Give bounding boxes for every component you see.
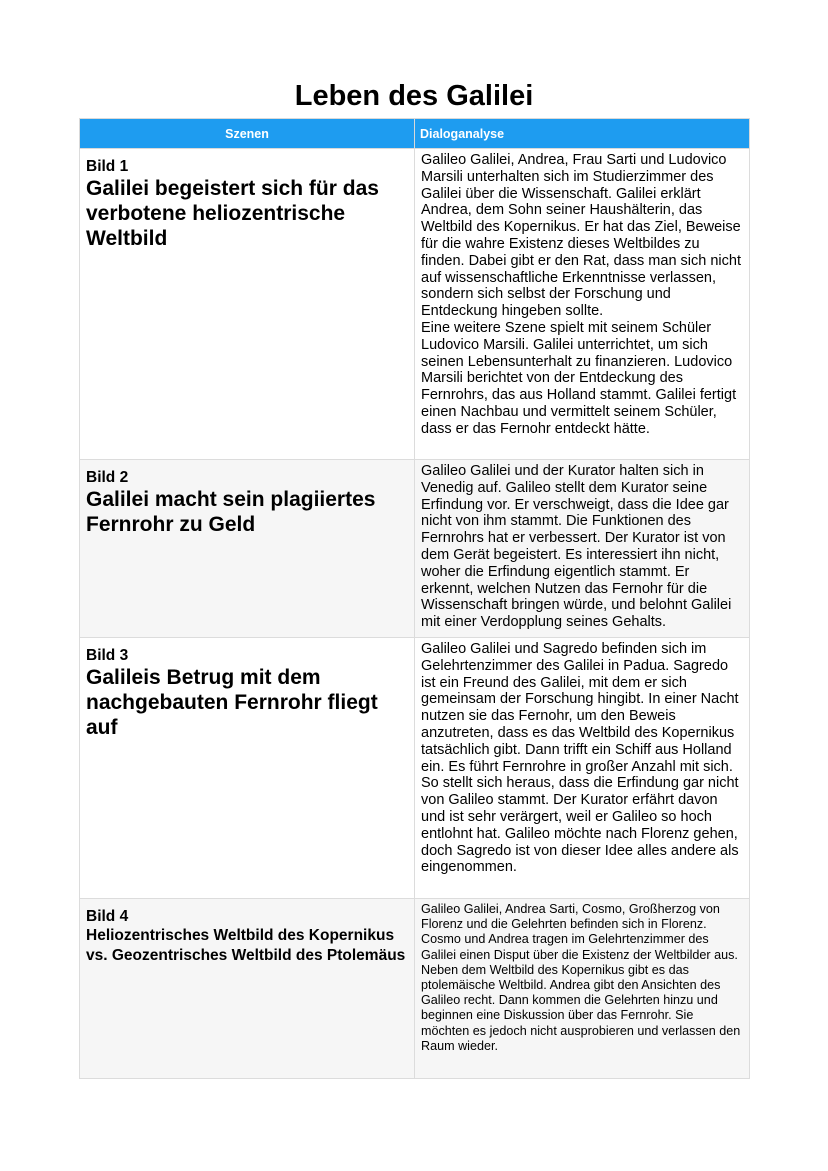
scene-cell: [80, 638, 415, 899]
scene-cell: [80, 149, 415, 460]
scenes-table: [79, 118, 750, 1079]
analysis-paragraph: Galileo Galilei und Sagredo befinden sich im Gelehrtenzimmer des Galilei in Padua. Sagredo ist ein Freund des Galilei, mit dem er sich gemeinsam der Forschung hingibt. In einer Nacht nutzen sie das Fernohr, um den Beweis anzutreten, dass es das Weltbild des Kopernikus tatsächlich gibt. Dann trifft ein Schiff aus Holland ein. Es führt Fernrohre in großer Anzahl mit sich. So stellt sich heraus, dass die Erfindung gar nicht von Galileo stammt. Der Kurator erfährt davon und ist sehr verärgert, weil er Galileo so hoch entlohnt hat. Galileo möchte nach Florenz gehen, doch Sagredo ist von dieser Idee alles andere als eingenommen.: [421, 641, 739, 876]
analysis-cell: [415, 460, 750, 638]
analysis-cell: [415, 899, 750, 1079]
table-row: [80, 638, 750, 899]
scene-number: Bild 4: [86, 908, 129, 925]
analysis-paragraph: Galileo Galilei, Andrea, Frau Sarti und Ludovico Marsili unterhalten sich im Studierzimmer des Galilei über die Wissenschaft. Galilei erklärt Andrea, dem Sohn seiner Haushälterin, das Weltbild des Kopernikus. Er hat das Ziel, Beweise für die wahre Existenz dieses Weltbildes zu finden. Dabei gibt er den Rat, dass man sich nicht auf wissenschaftliche Erkenntnisse verlassen, sondern sich selbst der Forschung und Entdeckung hingeben sollte.: [421, 152, 741, 320]
column-header-dialog-analysis: Dialoganalyse: [415, 119, 750, 149]
scene-title: Heliozentrisches Weltbild des Kopernikus vs. Geozentrisches Weltbild des Ptolemäus: [86, 927, 406, 964]
scene-title: Galilei begeistert sich für das verbotene heliozentrische Weltbild: [86, 177, 379, 250]
scene-number: Bild 1: [86, 158, 129, 175]
scene-number: Bild 2: [86, 469, 129, 486]
page-title: Leben des Galilei: [294, 80, 534, 112]
table-header-row: [80, 119, 750, 149]
table-row: [80, 899, 750, 1079]
table-row: [80, 460, 750, 638]
table-row: [80, 149, 750, 460]
analysis-cell: [415, 638, 750, 899]
column-header-scenes: Szenen: [80, 119, 415, 149]
analysis-paragraph: Galileo Galilei, Andrea Sarti, Cosmo, Großherzog von Florenz und die Gelehrten befinden sich in Florenz. Cosmo und Andrea tragen im Gelehrtenzimmer des Galilei einen Disput über die Existenz der Weltbilder aus. Neben dem Weltbild des Kopernikus gibt es das ptolemäische Weltbild. Andrea gibt den Ansichten des Galileo recht. Dann kommen die Gelehrten hinzu und beginnen eine Diskussion über das Fernrohr. Sie möchten es jedoch nicht ausprobieren und verlassen den Raum wieder.: [421, 902, 741, 1053]
scene-title: Galilei macht sein plagiiertes Fernrohr zu Geld: [86, 488, 376, 536]
scene-title: Galileis Betrug mit dem nachgebauten Fernrohr fliegt auf: [86, 666, 378, 739]
analysis-paragraph: Eine weitere Szene spielt mit seinem Schüler Ludovico Marsili. Galilei unterrichtet, um sich seinen Lebensunterhalt zu finanzieren. Ludovico Marsili berichtet von der Entdeckung des Fernrohrs, das aus Holland stammt. Galilei fertigt einen Nachbau und vermittelt seinem Schüler, dass er das Fernohr entdeckt hätte.: [421, 319, 737, 437]
analysis-cell: [415, 149, 750, 460]
analysis-paragraph: Galileo Galilei und der Kurator halten sich in Venedig auf. Galileo stellt dem Kurator seine Erfindung vor. Er verschweigt, dass die Idee gar nicht von ihm stammt. Die Funktionen des Fernrohrs hat er verbessert. Der Kurator ist von dem Gerät begeistert. Es interessiert ihn nicht, woher die Erfindung eigentlich stammt. Er erkennt, welchen Nutzen das Fernohr für die Wissenschaft bringen würde, und belohnt Galilei mit einer Verdopplung seines Gehalts.: [421, 463, 732, 631]
scene-cell: [80, 899, 415, 1079]
scene-number: Bild 3: [86, 647, 129, 664]
scene-cell: [80, 460, 415, 638]
